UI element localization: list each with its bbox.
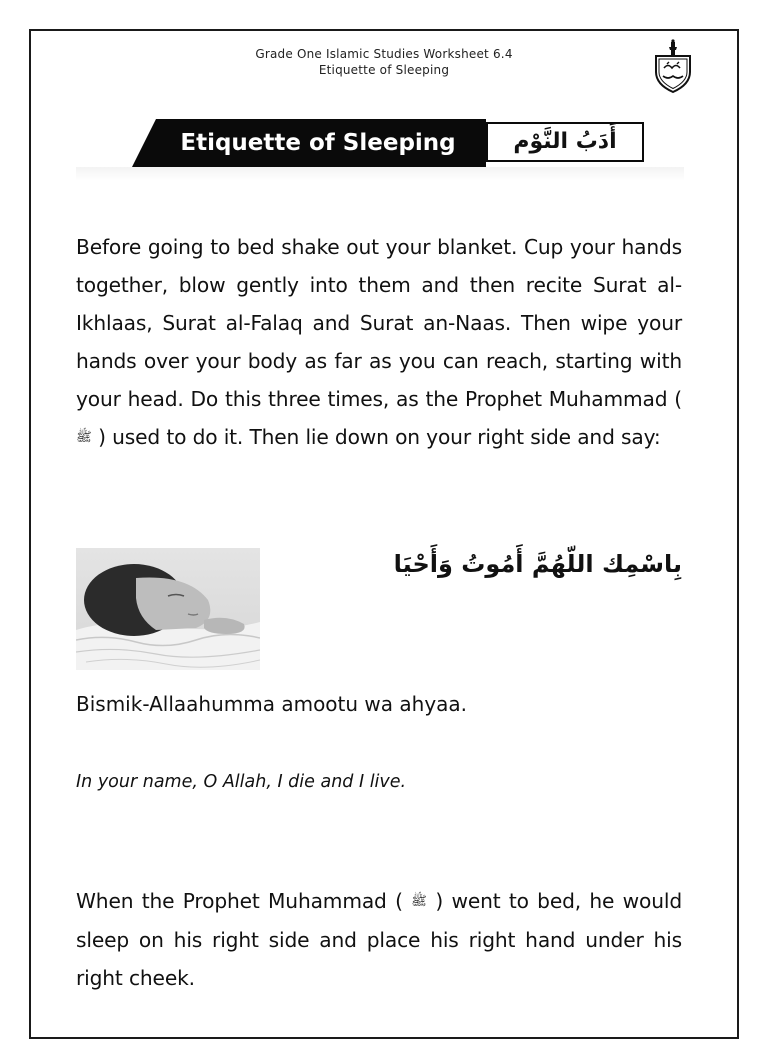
practice-text-part2: ) went to bed, he would sleep on his right side and place his right hand under his right cheek. <box>76 889 682 990</box>
title-english: Etiquette of Sleeping <box>180 130 456 156</box>
instruction-text-part2: ) used to do it. Then lie down on your right side and say: <box>91 425 661 449</box>
dua-arabic-text: بِاسْمِك اللّهُمَّ أَمُوتُ وَأَحْيَا <box>393 550 682 578</box>
school-crest-icon <box>650 38 696 94</box>
practice-text-part1: When the Prophet Muhammad ( <box>76 889 412 913</box>
dua-transliteration: Bismik-Allaahumma amootu wa ahyaa. <box>76 692 468 716</box>
dua-translation: In your name, O Allah, I die and I live. <box>76 772 407 792</box>
title-arabic: أَدَبُ النَّوْم <box>513 129 617 154</box>
honorific-glyph: ﷺ <box>76 430 92 445</box>
worksheet-header <box>160 46 608 78</box>
title-shade <box>76 167 684 181</box>
worksheet-header-line2: Etiquette of Sleeping <box>318 63 450 77</box>
instruction-text-part1: Before going to bed shake out your blanket. Cup your hands together, blow gently into them and then recite Surat al-Ikhlaas, Surat al-Falaq and Surat an-Naas. Then wipe your hands over your body as far as you can reach, starting with your head. Do this three times, as the Prophet Muhammad ( <box>76 235 682 411</box>
sleeping-child-photo <box>76 548 260 670</box>
honorific-glyph-2: ﷺ <box>411 894 427 909</box>
instruction-paragraph <box>76 228 682 457</box>
worksheet-header-line1: Grade One Islamic Studies Worksheet 6.4 <box>255 47 513 61</box>
title-arabic-box <box>486 122 644 162</box>
prophet-practice-paragraph <box>76 882 682 997</box>
title-banner <box>132 119 648 167</box>
